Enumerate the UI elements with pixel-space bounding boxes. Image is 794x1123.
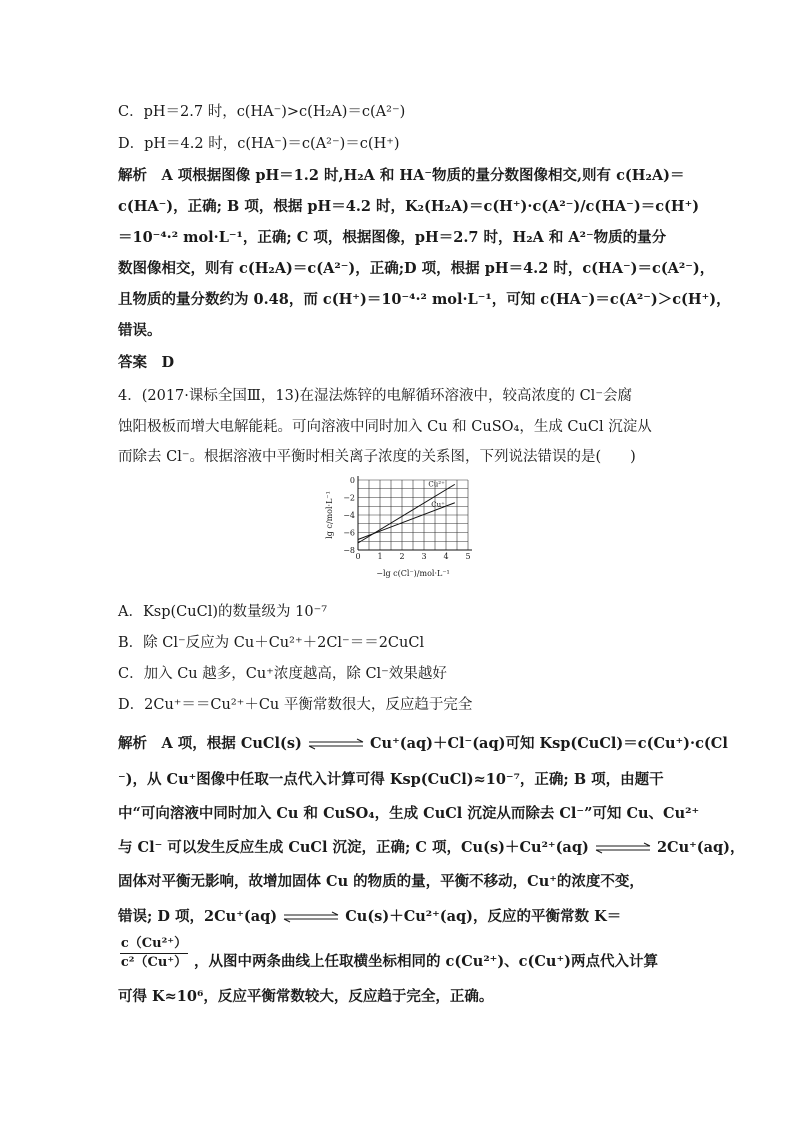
x-tick-label: 4 xyxy=(443,552,449,561)
q4-analysis-line-5: 固体对平衡无影响，故增加固体 Cu 的物质的量，平衡不移动，Cu⁺的浓度不变， xyxy=(118,873,644,890)
equilibrium-arrow-icon xyxy=(282,911,340,923)
y-axis-label: lg c/mol·L⁻¹ xyxy=(325,491,334,539)
q4-analysis-line-4b: 2Cu⁺(aq)， xyxy=(656,839,745,856)
q4-analysis-line-1 xyxy=(118,734,728,754)
q3-analysis-line-3: ＝10⁻⁴·² mol·L⁻¹，正确; C 项，根据图像，pH＝2.7 时，H₂A 和 A²⁻物质的量分 xyxy=(118,229,667,246)
q4-stem-line-2: 蚀阳极板而增大电解能耗。可向溶液中同时加入 Cu 和 CuSO₄，生成 CuCl 沉淀从 xyxy=(118,419,652,435)
q3-option-d: D．pH＝4.2 时，c(HA⁻)＝c(A²⁻)＝c(H⁺) xyxy=(118,136,400,152)
concentration-chart xyxy=(320,472,480,592)
q3-analysis-line-4: 数图像相交，则有 c(H₂A)＝c(A²⁻)，正确;D 项，根据 pH＝4.2 时，c(HA⁻)＝c(A²⁻)， xyxy=(118,260,715,277)
q4-option-d: D．2Cu⁺＝＝Cu²⁺＋Cu 平衡常数很大，反应趋于完全 xyxy=(118,697,473,713)
q3-analysis-line-2: c(HA⁻)，正确; B 项，根据 pH＝4.2 时，K₂(H₂A)＝c(H⁺)·c(A²⁻)/c(HA⁻)＝c(H⁺) xyxy=(118,198,700,215)
q4-analysis-line-4a: 与 Cl⁻ 可以发生反应生成 CuCl 沉淀，正确; C 项，Cu(s)＋Cu²⁺(aq) xyxy=(118,839,589,856)
equilibrium-constant-fraction xyxy=(118,935,190,972)
q4-analysis-line-6 xyxy=(118,907,621,927)
q4-analysis-line-7: ，从图中两条曲线上任取横坐标相同的 c(Cu²⁺)、c(Cu⁺)两点代入计算 xyxy=(194,953,658,970)
fraction-numerator: c（Cu²⁺） xyxy=(120,936,188,951)
y-tick-label: 0 xyxy=(349,476,355,485)
q3-analysis-line-6: 错误。 xyxy=(118,322,162,339)
x-tick-label: 3 xyxy=(421,552,427,561)
q4-option-a: A．Ksp(CuCl)的数量级为 10⁻⁷ xyxy=(118,604,328,620)
x-tick-label: 2 xyxy=(399,552,405,561)
q4-stem-line-1: 4．(2017·课标全国Ⅲ，13)在湿法炼锌的电解循环溶液中，较高浓度的 Cl⁻会腐 xyxy=(118,388,632,404)
y-tick-label: −6 xyxy=(343,528,355,538)
q3-analysis-line-1: 解析 A 项根据图像 pH＝1.2 时,H₂A 和 HA⁻物质的量分数图像相交,则有 c(H₂A)＝ xyxy=(118,167,685,184)
x-tick-label: 5 xyxy=(465,552,471,561)
q4-analysis-line-6a: 错误; D 项，2Cu⁺(aq) xyxy=(118,908,278,925)
q4-option-b: B．除 Cl⁻反应为 Cu＋Cu²⁺＋2Cl⁻＝＝2CuCl xyxy=(118,635,425,651)
x-axis-label: −lg c(Cl⁻)/mol·L⁻¹ xyxy=(376,569,450,578)
q4-analysis-line-1a: 解析 A 项，根据 CuCl(s) xyxy=(118,735,302,752)
series-label: Cu²⁺ xyxy=(428,480,445,489)
y-tick-label: −8 xyxy=(343,546,355,555)
q4-option-c: C．加入 Cu 越多，Cu⁺浓度越高，除 Cl⁻效果越好 xyxy=(118,666,447,682)
x-tick-label: 0 xyxy=(355,552,361,561)
fraction-denominator: c²（Cu⁺） xyxy=(120,955,188,970)
q4-analysis-line-3: 中“可向溶液中同时加入 Cu 和 CuSO₄，生成 CuCl 沉淀从而除去 Cl⁻”可知 Cu、Cu²⁺ xyxy=(118,805,700,822)
q4-analysis-line-8: 可得 K≈10⁶，反应平衡常数较大，反应趋于完全，正确。 xyxy=(118,988,494,1005)
y-tick-label: −4 xyxy=(343,511,355,520)
q3-analysis-line-5: 且物质的量分数约为 0.48，而 c(H⁺)＝10⁻⁴·² mol·L⁻¹，可知 c(HA⁻)＝c(A²⁻)＞c(H⁺)， xyxy=(118,291,731,308)
x-tick-label: 1 xyxy=(377,552,383,561)
q4-analysis-line-1b: Cu⁺(aq)＋Cl⁻(aq)可知 Ksp(CuCl)＝c(Cu⁺)·c(Cl xyxy=(370,735,728,752)
q4-analysis-line-4 xyxy=(118,838,745,858)
q4-analysis-line-6b: Cu(s)＋Cu²⁺(aq)，反应的平衡常数 K＝ xyxy=(345,908,622,925)
q4-analysis-line-2: ⁻)，从 Cu⁺图像中任取一点代入计算可得 Ksp(CuCl)≈10⁻⁷，正确; B 项，由题干 xyxy=(118,771,664,788)
q3-answer: 答案 D xyxy=(118,354,175,371)
equilibrium-arrow-icon xyxy=(307,738,365,750)
y-tick-label: −2 xyxy=(343,493,355,503)
series-label: Cu⁺ xyxy=(431,500,445,509)
q3-option-c: C．pH＝2.7 时，c(HA⁻)>c(H₂A)＝c(A²⁻) xyxy=(118,104,406,120)
q4-stem-line-3: 而除去 Cl⁻。根据溶液中平衡时相关离子浓度的关系图，下列说法错误的是( ) xyxy=(118,449,636,465)
equilibrium-arrow-icon xyxy=(594,842,652,854)
